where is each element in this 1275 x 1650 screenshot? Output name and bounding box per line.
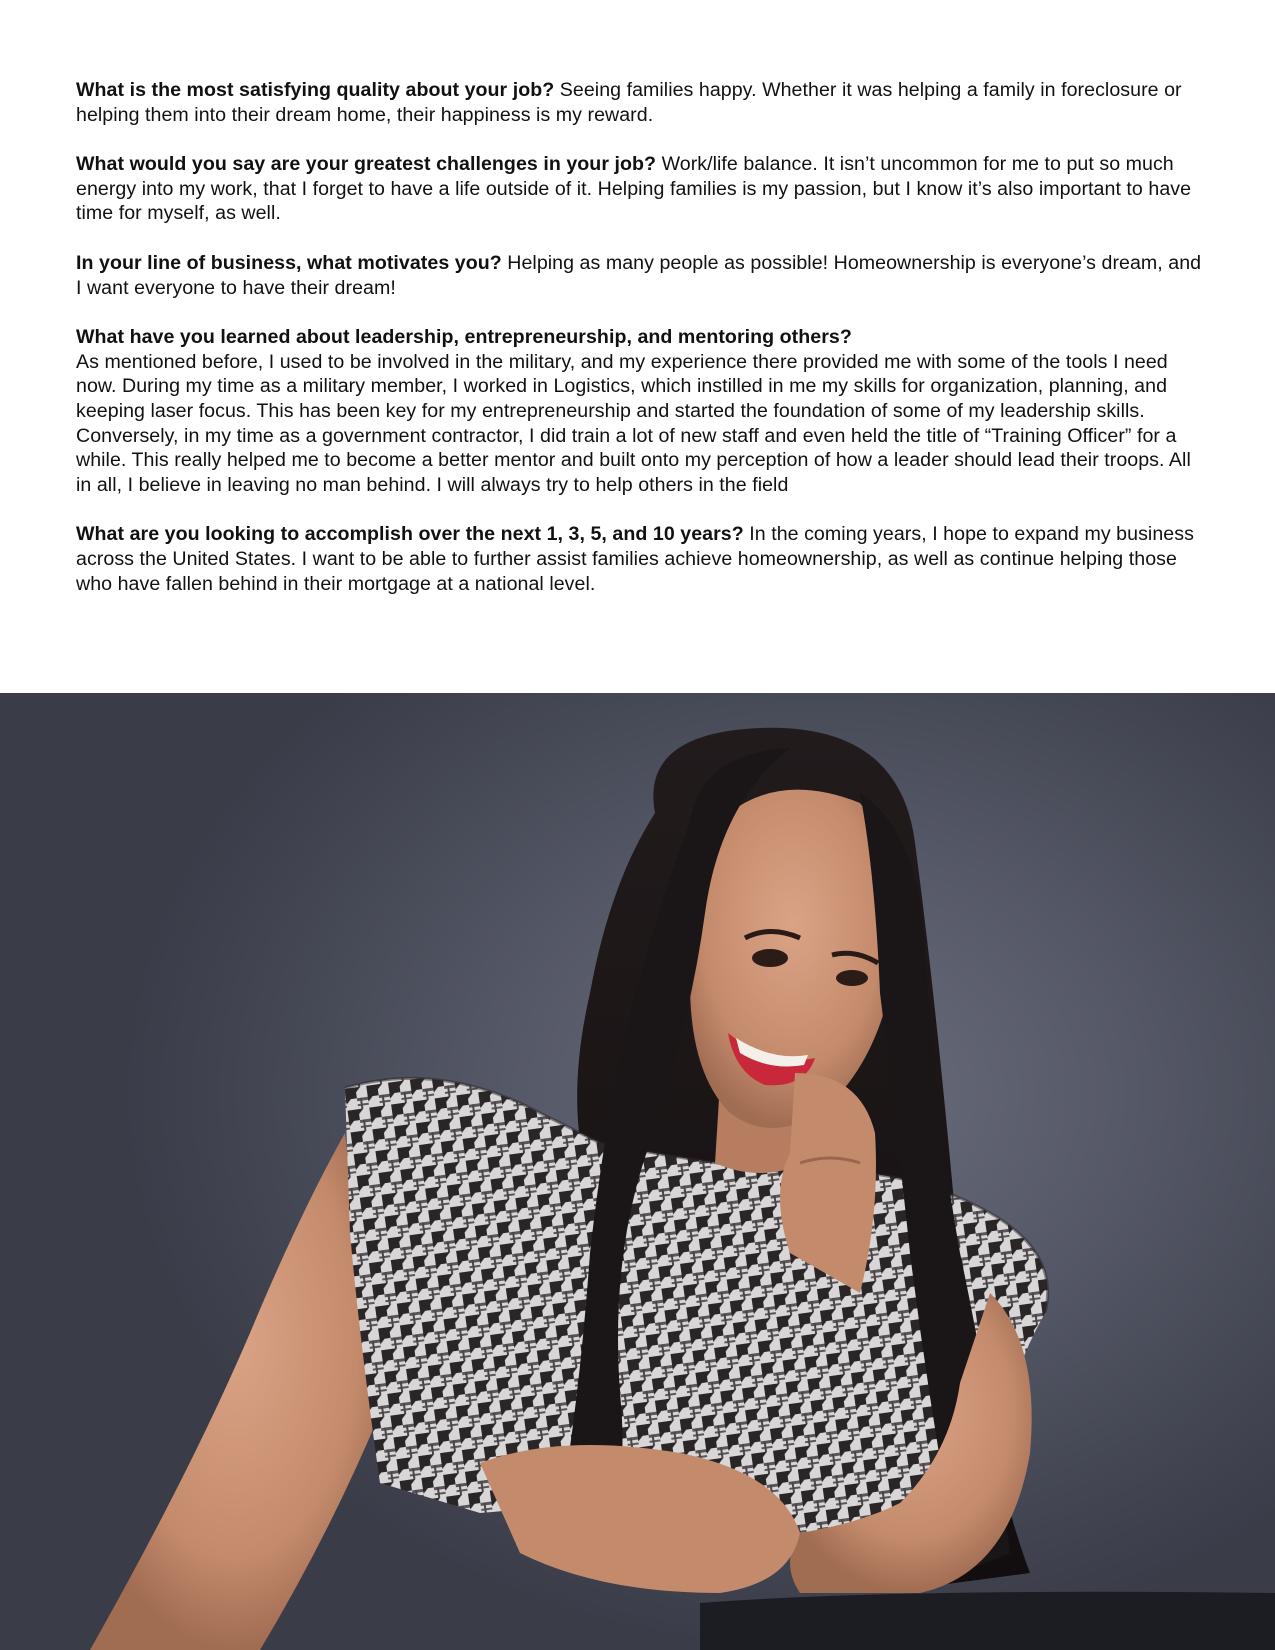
interview-text (76, 78, 1206, 621)
question: What have you learned about leadership, entrepreneurship, and mentoring others? (76, 326, 852, 349)
question: In your line of business, what motivates you? (76, 251, 502, 274)
answer: Helping as many people as possible! Homeownership is everyone’s dream, and I want everyone to have their dream! (76, 251, 1202, 299)
question: What would you say are your greatest challenges in your job? (76, 153, 657, 176)
right-eye (836, 970, 868, 986)
answer: In the coming years, I hope to expand my business across the United States. I want to be able to further assist families achieve homeownership, as well as continue helping those who have fallen behind in their mortgage at a national level. (76, 523, 1194, 595)
qa-greatest-challenges (76, 152, 1206, 226)
qa-leadership (76, 325, 1206, 497)
question: What is the most satisfying quality about your job? (76, 79, 555, 101)
answer: As mentioned before, I used to be involved in the military, and my experience there provided me with some of the tools I need now. During my time as a military member, I worked in Logistics, which instilled in me my skills for organization, planning, and keeping laser focus. This has been key for my entrepreneurship and started the foundation of some of my leadership skills. Conversely, in my time as a government contractor, I did train a lot of new staff and even held the title of “Training Officer” for a while. This really helped me to become a better mentor and built onto my perception of how a leader should lead their troops. All in all, I believe in leaving no man behind. I will always try to help others in the field (76, 350, 1191, 496)
portrait-illustration (0, 693, 1275, 1650)
answer: Work/life balance. It isn’t uncommon for me to put so much energy into my work, that I forget to have a life outside of it. Helping families is my passion, but I know it’s also important to have time for myself, as well. (76, 153, 1192, 225)
left-arm (90, 1133, 380, 1650)
left-eye (752, 949, 788, 967)
table-edge (700, 1592, 1275, 1650)
portrait-photo (0, 693, 1275, 1650)
qa-motivation (76, 251, 1206, 300)
answer: Seeing families happy. Whether it was helping a family in foreclosure or helping them into their dream home, their happiness is my reward. (76, 79, 1182, 126)
qa-satisfying-quality (76, 78, 1206, 127)
question: What are you looking to accomplish over the next 1, 3, 5, and 10 years? (76, 523, 744, 546)
qa-future-goals (76, 522, 1206, 596)
